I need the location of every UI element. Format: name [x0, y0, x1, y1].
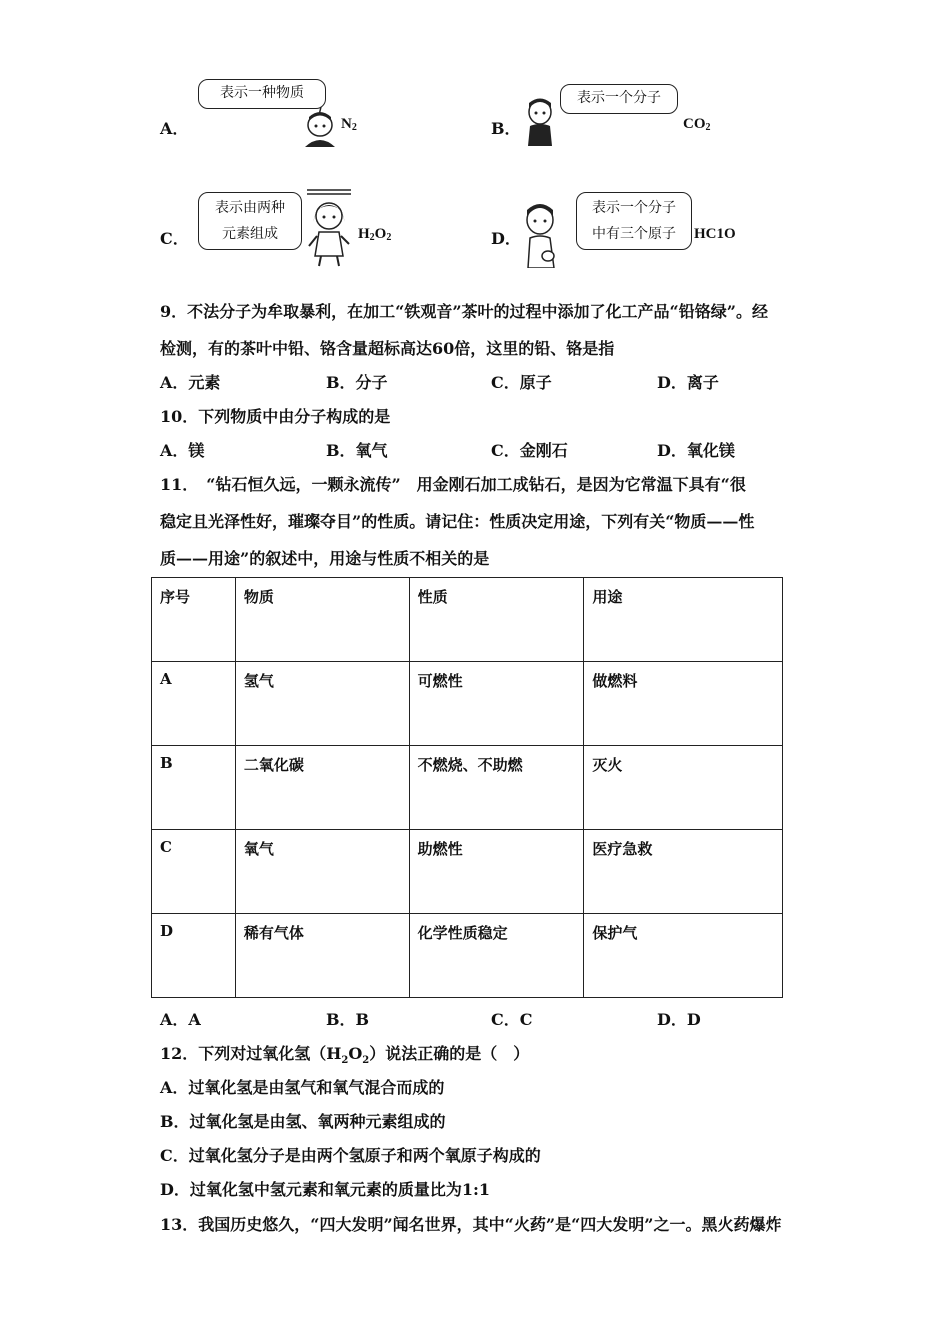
table-cell: A: [152, 662, 236, 746]
table-cell: 二氧化碳: [235, 746, 409, 830]
table-cell: 医疗急救: [584, 830, 783, 914]
table-cell: 保护气: [584, 914, 783, 998]
q11-property-table: [151, 577, 783, 998]
table-row: [152, 830, 783, 914]
q11-option-d: D．D: [657, 1010, 701, 1029]
table-header-cell: 用途: [584, 578, 783, 662]
table-cell: 助燃性: [409, 830, 584, 914]
table-cell: C: [152, 830, 236, 914]
student-figure-icon: [520, 200, 570, 268]
table-cell: 稀有气体: [235, 914, 409, 998]
table-cell: 氢气: [235, 662, 409, 746]
bubble-text: 表示一种物质: [220, 85, 304, 101]
q9-option-c: C．原子: [491, 373, 552, 392]
q9-option-b: B．分子: [326, 373, 388, 392]
q9-option-d: D．离子: [657, 373, 719, 392]
q10-option-c: C．金刚石: [491, 441, 568, 460]
table-cell: 灭火: [584, 746, 783, 830]
q12-option-c: C．过氧化氢分子是由两个氢原子和两个氧原子构成的: [160, 1146, 541, 1165]
q8-option-b-formula: $CO_2$: [683, 116, 711, 133]
q13-stem-line-1: 13．我国历史悠久，“四大发明”闻名世界，其中“火药”是“四大发明”之一。黑火药爆炸: [160, 1215, 782, 1234]
bubble-text: 元素组成: [222, 226, 278, 242]
q8-option-d-bubble: [576, 192, 692, 250]
table-cell: D: [152, 914, 236, 998]
student-figure-icon: [305, 186, 353, 268]
q9-option-a: A．元素: [160, 373, 221, 392]
q12-option-b: B．过氧化氢是由氢、氧两种元素组成的: [160, 1112, 446, 1131]
q8-option-c-letter: C．: [160, 229, 189, 248]
student-figure-icon: [295, 105, 341, 147]
q8-option-b-letter: B．: [491, 119, 521, 138]
q8-option-c-bubble: [198, 192, 302, 250]
table-cell: 不燃烧、不助燃: [409, 746, 584, 830]
table-row: [152, 746, 783, 830]
table-row: [152, 662, 783, 746]
table-row: [152, 914, 783, 998]
q8-option-d-formula: HC1O: [694, 226, 736, 242]
q8-option-d-letter: D．: [491, 229, 521, 248]
q8-option-c-formula: $H_2O_2$: [358, 226, 392, 243]
table-header-cell: 性质: [409, 578, 584, 662]
q10-option-a: A．镁: [160, 441, 205, 460]
bubble-text: 表示一个分子: [592, 200, 676, 216]
q11-option-c: C．C: [491, 1010, 533, 1029]
table-cell: B: [152, 746, 236, 830]
q8-option-b-bubble: [560, 84, 678, 114]
bubble-text: 表示一个分子: [577, 90, 661, 106]
table-cell: 化学性质稳定: [409, 914, 584, 998]
bubble-text: 表示由两种: [215, 200, 285, 216]
q10-stem: 10．下列物质中由分子构成的是: [160, 407, 391, 426]
q8-option-a-formula: $N_2$: [341, 116, 357, 133]
q11-option-a: A．A: [160, 1010, 201, 1029]
table-header-row: [152, 578, 783, 662]
q12-option-d: D．过氧化氢中氢元素和氧元素的质量比为1:1: [160, 1180, 491, 1199]
student-figure-icon: [520, 94, 560, 146]
q10-option-b: B．氧气: [326, 441, 388, 460]
table-header-cell: 序号: [152, 578, 236, 662]
q10-option-d: D．氧化镁: [657, 441, 735, 460]
q9-stem-line-1: 9．不法分子为牟取暴利，在加工“铁观音”茶叶的过程中添加了化工产品“铅铬绿”。经: [160, 302, 768, 321]
q12-option-a: A．过氧化氢是由氢气和氧气混合而成的: [160, 1078, 445, 1097]
table-cell: 做燃料: [584, 662, 783, 746]
q11-stem-line-2: 稳定且光泽性好，璀璨夺目”的性质。请记住：性质决定用途，下列有关“物质——性: [160, 512, 755, 531]
q12-stem: 12．下列对过氧化氢$(H_2O_2)$说法正确的是（ ）: [160, 1044, 530, 1067]
q11-option-b: B．B: [326, 1010, 370, 1029]
table-cell: 氧气: [235, 830, 409, 914]
q8-option-a-letter: A．: [160, 119, 189, 138]
q11-stem-line-3: 质——用途”的叙述中，用途与性质不相关的是: [160, 549, 490, 568]
bubble-text: 中有三个原子: [592, 226, 676, 242]
table-header-cell: 物质: [235, 578, 409, 662]
q9-stem-line-2: 检测，有的茶叶中铅、铬含量超标高达60倍，这里的铅、铬是指: [160, 339, 615, 358]
table-cell: 可燃性: [409, 662, 584, 746]
q11-stem-line-1: 11． “钻石恒久远，一颗永流传” 用金刚石加工成钻石，是因为它常温下具有“很: [160, 475, 746, 494]
